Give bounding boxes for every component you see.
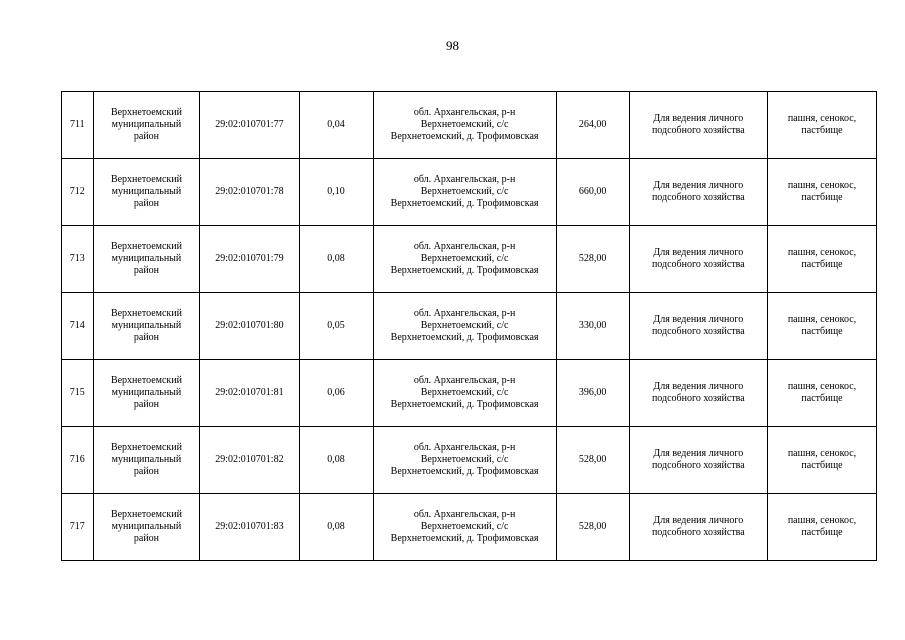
cadastral-number-cell: 29:02:010701:83	[200, 494, 299, 561]
municipality-cell	[93, 159, 200, 226]
purpose-cell	[629, 159, 767, 226]
purpose-cell	[629, 494, 767, 561]
page-number: 98	[446, 38, 459, 53]
address-line: Верхнетоемский, д. Трофимовская	[390, 265, 539, 276]
table-row	[62, 494, 877, 561]
row-number-cell: 717	[62, 494, 94, 561]
row-number-cell: 711	[62, 92, 94, 159]
municipality-line: муниципальный	[111, 387, 182, 398]
table-row	[62, 92, 877, 159]
purpose-cell	[629, 226, 767, 293]
area-cell: 0,05	[299, 293, 373, 360]
cadastral-number-cell: 29:02:010701:82	[200, 427, 299, 494]
row-number-cell: 714	[62, 293, 94, 360]
row-number-cell: 716	[62, 427, 94, 494]
land-type-line: пастбище	[801, 393, 843, 404]
municipality-line: Верхнетоемский	[110, 509, 182, 520]
municipality-cell	[93, 427, 200, 494]
cadastral-number-cell: 29:02:010701:80	[200, 293, 299, 360]
table-row	[62, 360, 877, 427]
address-line: обл. Архангельская, р-н	[413, 509, 516, 520]
municipality-line: район	[133, 466, 160, 477]
municipality-line: район	[133, 332, 160, 343]
purpose-line: подсобного хозяйства	[651, 259, 745, 270]
row-number-cell: 713	[62, 226, 94, 293]
municipality-line: Верхнетоемский	[110, 241, 182, 252]
table-body	[62, 92, 877, 561]
area-cell: 0,10	[299, 159, 373, 226]
municipality-line: Верхнетоемский	[110, 174, 182, 185]
price-cell: 396,00	[556, 360, 629, 427]
address-line: обл. Архангельская, р-н	[413, 308, 516, 319]
purpose-cell	[629, 92, 767, 159]
address-cell	[373, 360, 556, 427]
address-cell	[373, 159, 556, 226]
land-type-cell	[768, 92, 877, 159]
address-line: обл. Архангельская, р-н	[413, 241, 516, 252]
land-type-line: пашня, сенокос,	[787, 381, 857, 392]
area-cell: 0,04	[299, 92, 373, 159]
area-cell: 0,08	[299, 494, 373, 561]
table-row	[62, 427, 877, 494]
purpose-line: подсобного хозяйства	[651, 192, 745, 203]
purpose-line: Для ведения личного	[653, 113, 744, 124]
purpose-cell	[629, 293, 767, 360]
price-cell: 660,00	[556, 159, 629, 226]
address-line: Верхнетоемский, д. Трофимовская	[390, 466, 539, 477]
cadastral-number-cell: 29:02:010701:79	[200, 226, 299, 293]
municipality-line: Верхнетоемский	[110, 375, 182, 386]
municipality-line: муниципальный	[111, 119, 182, 130]
municipality-line: район	[133, 265, 160, 276]
address-cell	[373, 293, 556, 360]
land-type-cell	[768, 159, 877, 226]
address-line: Верхнетоемский, с/с	[420, 186, 509, 197]
address-cell	[373, 494, 556, 561]
price-cell: 528,00	[556, 427, 629, 494]
purpose-line: подсобного хозяйства	[651, 326, 745, 337]
municipality-line: муниципальный	[111, 521, 182, 532]
purpose-line: Для ведения личного	[653, 381, 744, 392]
land-type-line: пастбище	[801, 527, 843, 538]
address-line: обл. Архангельская, р-н	[413, 107, 516, 118]
cadastral-number-cell: 29:02:010701:81	[200, 360, 299, 427]
municipality-line: муниципальный	[111, 186, 182, 197]
municipality-line: район	[133, 131, 160, 142]
address-line: обл. Архангельская, р-н	[413, 174, 516, 185]
address-line: Верхнетоемский, с/с	[420, 454, 509, 465]
purpose-line: подсобного хозяйства	[651, 125, 745, 136]
purpose-line: Для ведения личного	[653, 515, 744, 526]
address-line: Верхнетоемский, с/с	[420, 253, 509, 264]
address-line: Верхнетоемский, с/с	[420, 320, 509, 331]
address-line: Верхнетоемский, д. Трофимовская	[390, 332, 539, 343]
land-type-cell	[768, 427, 877, 494]
row-number-cell: 712	[62, 159, 94, 226]
municipality-line: муниципальный	[111, 320, 182, 331]
municipality-line: Верхнетоемский	[110, 308, 182, 319]
area-cell: 0,08	[299, 226, 373, 293]
municipality-line: Верхнетоемский	[110, 107, 182, 118]
land-type-line: пашня, сенокос,	[787, 180, 857, 191]
address-line: обл. Архангельская, р-н	[413, 375, 516, 386]
purpose-cell	[629, 427, 767, 494]
municipality-line: муниципальный	[111, 454, 182, 465]
land-type-line: пастбище	[801, 125, 843, 136]
land-type-cell	[768, 494, 877, 561]
land-type-line: пашня, сенокос,	[787, 515, 857, 526]
address-cell	[373, 226, 556, 293]
price-cell: 528,00	[556, 494, 629, 561]
purpose-line: подсобного хозяйства	[651, 460, 745, 471]
municipality-cell	[93, 226, 200, 293]
municipality-line: Верхнетоемский	[110, 442, 182, 453]
municipality-line: район	[133, 399, 160, 410]
cadastral-number-cell: 29:02:010701:77	[200, 92, 299, 159]
land-type-line: пашня, сенокос,	[787, 314, 857, 325]
cadastral-number-cell: 29:02:010701:78	[200, 159, 299, 226]
area-cell: 0,08	[299, 427, 373, 494]
land-type-line: пашня, сенокос,	[787, 113, 857, 124]
land-type-line: пастбище	[801, 259, 843, 270]
purpose-line: Для ведения личного	[653, 180, 744, 191]
purpose-cell	[629, 360, 767, 427]
address-line: Верхнетоемский, д. Трофимовская	[390, 399, 539, 410]
land-type-cell	[768, 293, 877, 360]
land-type-cell	[768, 360, 877, 427]
price-cell: 330,00	[556, 293, 629, 360]
address-line: Верхнетоемский, д. Трофимовская	[390, 533, 539, 544]
address-line: Верхнетоемский, д. Трофимовская	[390, 131, 539, 142]
land-type-cell	[768, 226, 877, 293]
purpose-line: подсобного хозяйства	[651, 393, 745, 404]
table-row	[62, 159, 877, 226]
price-cell: 528,00	[556, 226, 629, 293]
municipality-cell	[93, 293, 200, 360]
municipality-line: муниципальный	[111, 253, 182, 264]
address-line: Верхнетоемский, с/с	[420, 387, 509, 398]
land-type-line: пашня, сенокос,	[787, 448, 857, 459]
municipality-cell	[93, 92, 200, 159]
area-cell: 0,06	[299, 360, 373, 427]
land-type-line: пастбище	[801, 326, 843, 337]
address-cell	[373, 92, 556, 159]
address-line: Верхнетоемский, с/с	[420, 521, 509, 532]
purpose-line: Для ведения личного	[653, 247, 744, 258]
table-row	[62, 293, 877, 360]
municipality-cell	[93, 360, 200, 427]
price-cell: 264,00	[556, 92, 629, 159]
purpose-line: подсобного хозяйства	[651, 527, 745, 538]
purpose-line: Для ведения личного	[653, 448, 744, 459]
address-line: обл. Архангельская, р-н	[413, 442, 516, 453]
purpose-line: Для ведения личного	[653, 314, 744, 325]
land-type-line: пашня, сенокос,	[787, 247, 857, 258]
row-number-cell: 715	[62, 360, 94, 427]
land-plots-table	[61, 91, 877, 561]
land-type-line: пастбище	[801, 460, 843, 471]
municipality-line: район	[133, 198, 160, 209]
table-row	[62, 226, 877, 293]
land-type-line: пастбище	[801, 192, 843, 203]
municipality-cell	[93, 494, 200, 561]
municipality-line: район	[133, 533, 160, 544]
address-line: Верхнетоемский, с/с	[420, 119, 509, 130]
address-line: Верхнетоемский, д. Трофимовская	[390, 198, 539, 209]
address-cell	[373, 427, 556, 494]
